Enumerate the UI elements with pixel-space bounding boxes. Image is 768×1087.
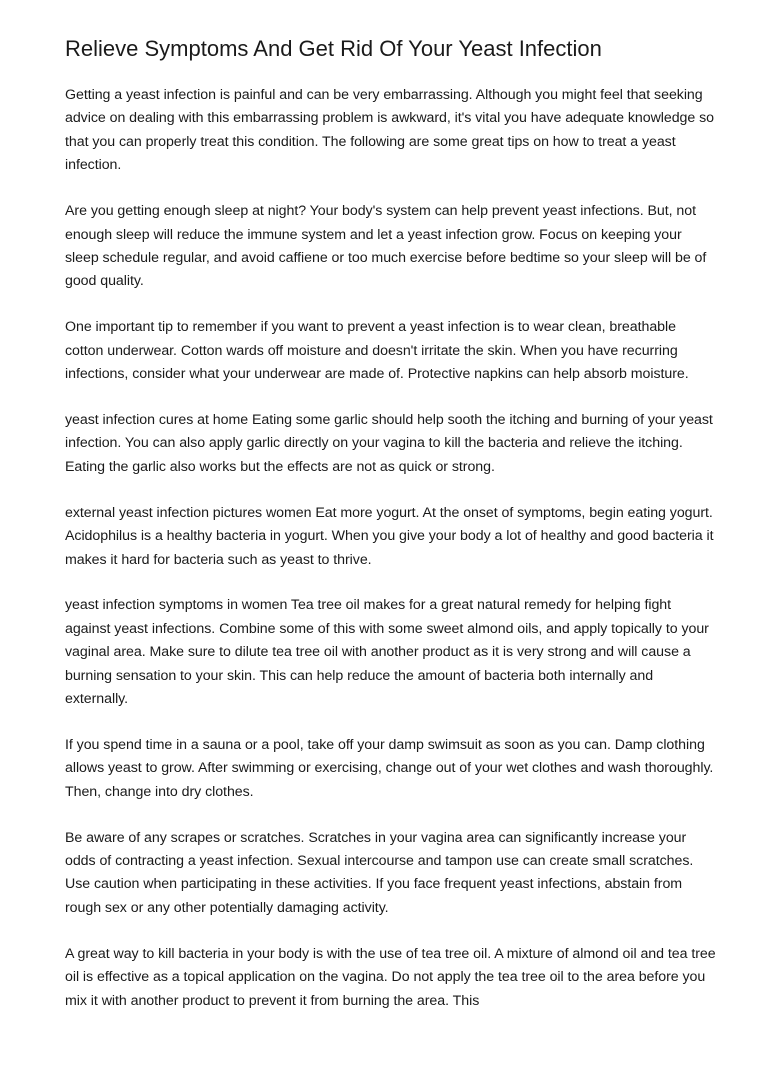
paragraph-cotton-underwear: One important tip to remember if you want to prevent a yeast infection is to wear clean, breathable cotton underwear. Cotton wards off moisture and doesn't irritate the skin. When you have recurring infections, consider what your underwear are made of. Protective napkins can help absorb moisture. [65, 319, 689, 383]
paragraph-swimsuit: If you spend time in a sauna or a pool, take off your damp swimsuit as soon as you can. Damp clothing allows yeast to grow. After swimming or exercising, change out of your wet clothes and wash thoroughly. Then, change into dry clothes. [65, 736, 714, 800]
paragraph-tea-tree-mixture: A great way to kill bacteria in your body is with the use of tea tree oil. A mixture of almond oil and tea tree oil is effective as a topical application on the vagina. Do not apply the tea tree oil to the area before you mix it with another product to prevent it from burning the area. This [65, 945, 716, 1009]
paragraph-intro: Getting a yeast infection is painful and can be very embarrassing. Although you might feel that seeking advice on dealing with this embarrassing problem is awkward, it's vital you have adequate knowledge so that you can properly treat this condition. The following are some great tips on how to treat a yeast infection. [65, 87, 715, 174]
paragraph-sleep: Are you getting enough sleep at night? Your body's system can help prevent yeast infections. But, not enough sleep will reduce the immune system and let a yeast infection grow. Focus on keeping your sleep schedule regular, and avoid caffiene or too much exercise before bedtime so your sleep will be of good quality. [65, 203, 707, 290]
paragraph-tea-tree-oil: yeast infection symptoms in women Tea tree oil makes for a great natural remedy for helping fight against yeast infections. Combine some of this with some sweet almond oils, and apply topically to your vaginal area. Make sure to dilute tea tree oil with another product as it is very strong and will cause a burning sensation to your skin. This can help reduce the amount of bacteria both internally and externally. [65, 597, 709, 708]
document-body [65, 84, 717, 1036]
paragraph-garlic: yeast infection cures at home Eating some garlic should help sooth the itching and burning of your yeast infection. You can also apply garlic directly on your vagina to kill the bacteria and relieve the itching. Eating the garlic also works but the effects are not as quick or strong. [65, 411, 713, 475]
paragraph-scratches: Be aware of any scrapes or scratches. Scratches in your vagina area can significantly increase your odds of contracting a yeast infection. Sexual intercourse and tampon use can create small scratches. Use caution when participating in these activities. If you face frequent yeast infections, abstain from rough sex or any other potentially damaging activity. [65, 829, 694, 916]
paragraph-yogurt: external yeast infection pictures women Eat more yogurt. At the onset of symptoms, begin eating yogurt. Acidophilus is a healthy bacteria in yogurt. When you give your body a lot of healthy and good bacteria it makes it hard for bacteria such as yeast to thrive. [65, 504, 714, 568]
document-title: Relieve Symptoms And Get Rid Of Your Yeast Infection [65, 36, 602, 61]
